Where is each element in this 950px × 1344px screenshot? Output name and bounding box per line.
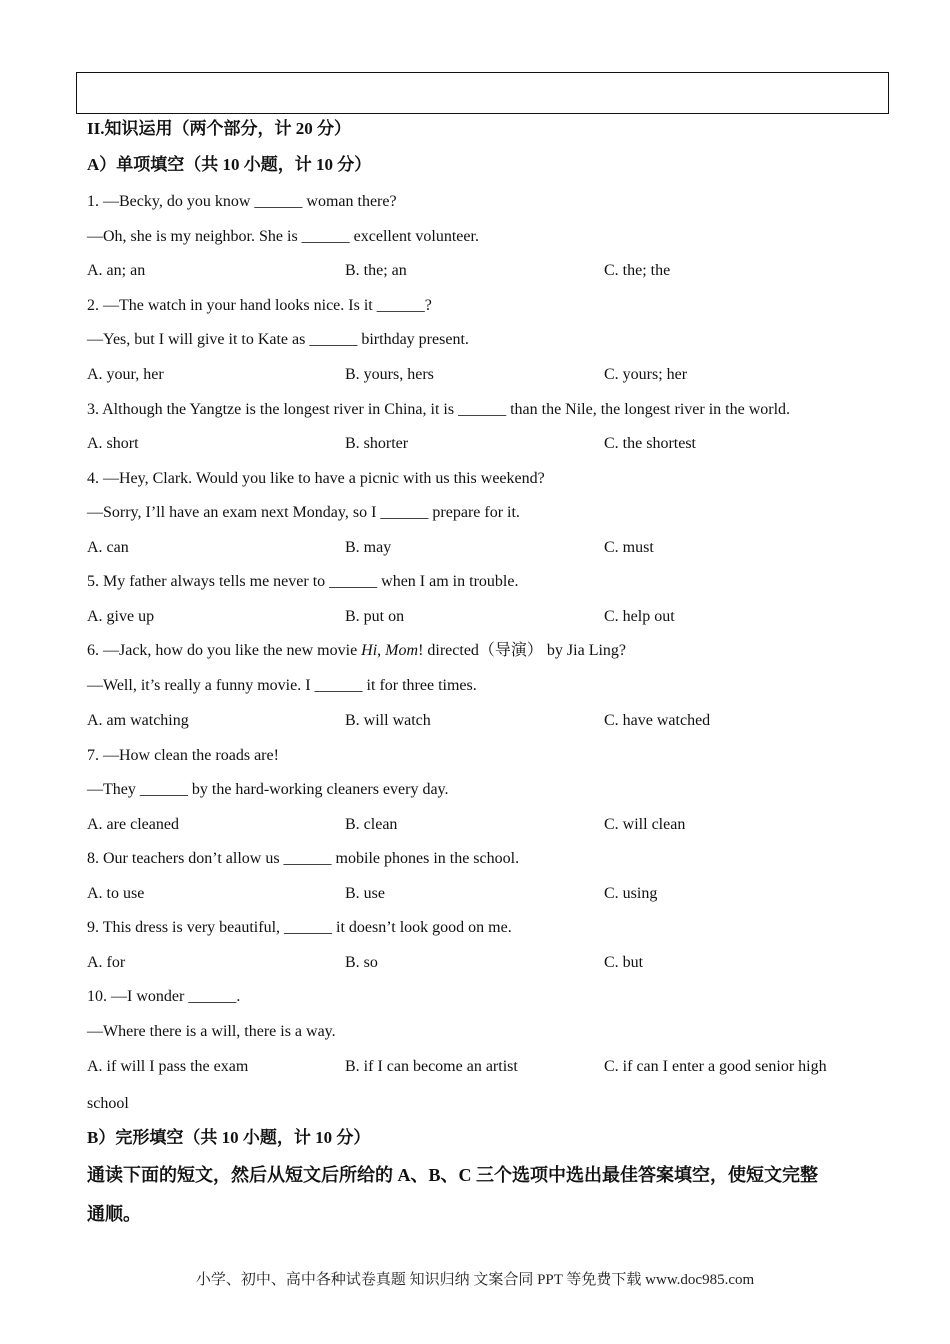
question-5-line-1: 5. My father always tells me never to ______ when I am in trouble. [87,573,519,590]
question-9-line-1: 9. This dress is very beautiful, ______ it doesn’t look good on me. [87,919,512,936]
question-1-line-2: —Oh, she is my neighbor. She is ______ excellent volunteer. [87,228,479,245]
option-a[interactable]: A. to use [87,885,145,902]
question-4-line-1: 4. —Hey, Clark. Would you like to have a picnic with us this weekend? [87,470,545,487]
question-1-options [87,261,877,281]
question-2-options [87,365,877,385]
question-6-options [87,711,877,731]
option-b[interactable]: B. yours, hers [345,366,434,383]
option-a[interactable]: A. short [87,435,139,452]
section-title: II.知识运用（两个部分，计 20 分） [87,119,351,138]
option-a[interactable]: A. for [87,954,126,971]
page-footer: 小学、初中、高中各种试卷真题 知识归纳 文案合同 PPT 等免费下载 www.doc985.com [195,1272,755,1288]
option-c[interactable]: C. must [604,539,654,556]
question-10-line-2: —Where there is a will, there is a way. [87,1023,336,1040]
question-5-options [87,607,877,627]
option-a[interactable]: A. an; an [87,262,146,279]
question-6-stem-end: ! directed（导演） by Jia Ling? [418,642,627,659]
question-8-line-1: 8. Our teachers don’t allow us ______ mobile phones in the school. [87,850,520,867]
question-1-line-1: 1. —Becky, do you know ______ woman there? [87,193,397,210]
question-2-line-2: —Yes, but I will give it to Kate as ______ birthday present. [87,331,469,348]
question-10-line-1: 10. —I wonder ______. [87,988,241,1005]
option-b[interactable]: B. use [345,885,385,902]
question-6-line-1 [87,641,626,661]
question-10-options [87,1057,877,1077]
option-a[interactable]: A. give up [87,608,155,625]
option-b[interactable]: B. so [345,954,378,971]
option-b[interactable]: B. put on [345,608,405,625]
option-a[interactable]: A. if will I pass the exam [87,1058,249,1075]
option-a[interactable]: A. am watching [87,712,189,729]
option-c[interactable]: C. using [604,885,658,902]
option-b[interactable]: B. the; an [345,262,407,279]
question-8-options [87,884,877,904]
option-c[interactable]: C. if can I enter a good senior high [604,1058,827,1075]
question-7-line-1: 7. —How clean the roads are! [87,747,279,764]
movie-title-part-2: Mom [385,642,419,659]
answer-box [76,72,889,114]
option-b[interactable]: B. will watch [345,712,431,729]
option-a[interactable]: A. are cleaned [87,816,179,833]
question-9-options [87,953,877,973]
option-a[interactable]: A. your, her [87,366,164,383]
option-b[interactable]: B. shorter [345,435,409,452]
movie-title-part-1: Hi [361,642,378,659]
part-b-title: B）完形填空（共 10 小题，计 10 分） [87,1128,371,1147]
option-c[interactable]: C. the; the [604,262,671,279]
question-3-options [87,434,877,454]
question-4-options [87,538,877,558]
question-6-line-2: —Well, it’s really a funny movie. I ______ it for three times. [87,677,477,694]
question-4-line-2: —Sorry, I’ll have an exam next Monday, so I ______ prepare for it. [87,504,520,521]
option-c[interactable]: C. help out [604,608,675,625]
option-c[interactable]: C. the shortest [604,435,696,452]
part-a-title: A）单项填空（共 10 小题，计 10 分） [87,155,372,174]
option-a[interactable]: A. can [87,539,129,556]
question-2-line-1: 2. —The watch in your hand looks nice. Is it ______? [87,297,432,314]
option-c[interactable]: C. yours; her [604,366,688,383]
option-c[interactable]: C. have watched [604,712,711,729]
option-c[interactable]: C. but [604,954,644,971]
question-7-line-2: —They ______ by the hard-working cleaners every day. [87,781,449,798]
part-b-instruction-line-1: 通读下面的短文，然后从短文后所给的 A、B、C 三个选项中选出最佳答案填空，使短文完整 [87,1165,818,1185]
question-6-stem: 6. —Jack, how do you like the new movie [87,642,362,659]
question-7-options [87,815,877,835]
question-10-option-c-continued: school [87,1095,129,1112]
movie-title-separator: , [377,642,386,659]
option-b[interactable]: B. if I can become an artist [345,1058,518,1075]
question-3-line-1: 3. Although the Yangtze is the longest river in China, it is ______ than the Nile, the longest river in the world. [87,401,791,418]
option-c[interactable]: C. will clean [604,816,686,833]
option-b[interactable]: B. may [345,539,392,556]
option-b[interactable]: B. clean [345,816,398,833]
part-b-instruction-line-2: 通顺。 [87,1204,141,1224]
